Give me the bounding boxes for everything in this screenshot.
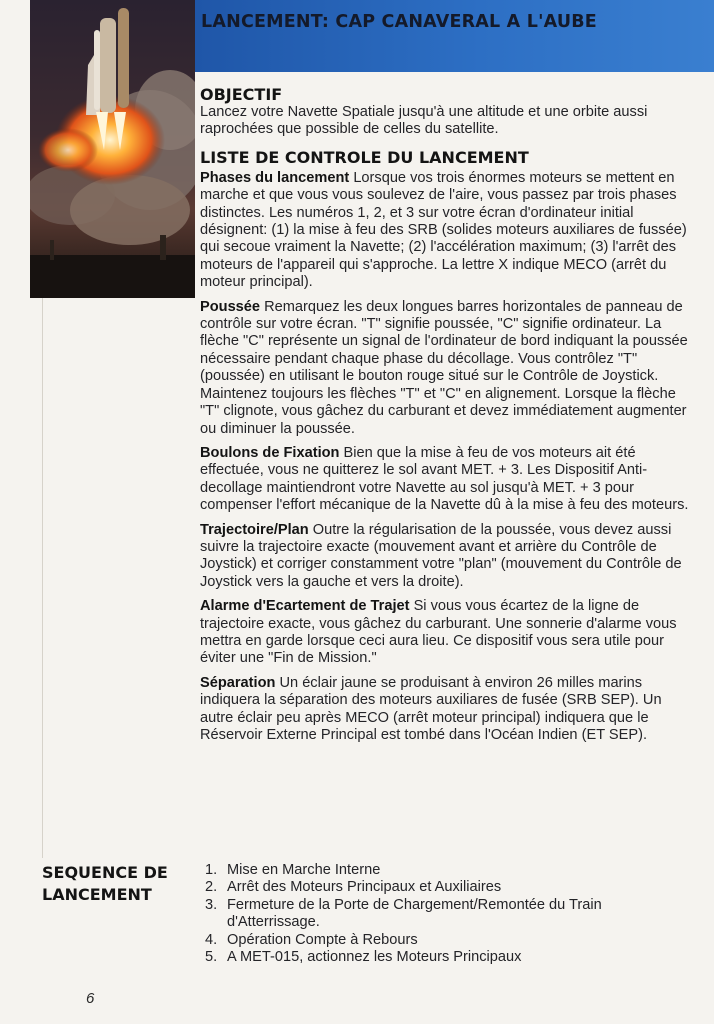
list-item — [205, 949, 685, 966]
checklist-section — [200, 299, 692, 438]
section-text: Si vous vous écartez de la ligne de trajectoire exacte, vous gâchez du carburant. Une sonnerie d'alarme vous mettra en garde lorsque ceci aura lieu. Ce dispositif vous sera utile pour éviter une "Fin de Mission." — [200, 598, 677, 667]
section-term: Séparation — [200, 674, 276, 691]
item-number: 2. — [205, 879, 218, 896]
item-text: Arrêt des Moteurs Principaux et Auxiliaires — [227, 879, 502, 896]
title-banner — [195, 0, 714, 72]
checklist-heading: LISTE DE CONTROLE DU LANCEMENT — [200, 147, 529, 167]
list-item — [205, 862, 685, 879]
section-term: Boulons de Fixation — [200, 444, 340, 461]
section-text: Bien que la mise à feu de vos moteurs ait été effectuée, vous ne quitterez le sol avant MET. + 3. Les Dispositif Anti-decollage maintiendront votre Navette au sol jusqu'à MET. + 3 pour compenser l'effort mécanique de la Navette dû à la mise à feu des moteurs. — [200, 444, 689, 514]
section-text: Lorsque vos trois énormes moteurs se mettent en marche et que vous vous soulevez de l'aire, vous passez par trois phases distinctes. Les numéros 1, 2, et 3 sur votre écran d'ordinateur initial désignent: (1) la mise à feu des SRB (solides moteurs auxiliares de fussée) qui secoue vraiment la Navette; (2) l'accélération maximum; (3) l'arrêt des moteurs de l'appareil qui s'approche. La lettre X indique MECO (arrêt du moteur principal). — [200, 169, 687, 291]
list-item — [205, 932, 685, 949]
main-content — [200, 85, 692, 744]
section-term: Alarme d'Ecartement de Trajet — [200, 598, 410, 615]
list-item — [205, 879, 685, 896]
item-text: A MET-015, actionnez les Moteurs Principaux — [227, 949, 522, 966]
item-number: 5. — [205, 949, 218, 966]
page-title: LANCEMENT: CAP CANAVERAL A L'AUBE — [201, 12, 597, 32]
sequence-heading-line2: LANCEMENT — [42, 885, 152, 904]
item-number: 3. — [205, 896, 218, 913]
shuttle-launch-photo — [30, 0, 195, 298]
section-term: Phases du lancement — [200, 169, 350, 186]
margin-line — [42, 298, 43, 858]
section-term: Poussée — [200, 298, 261, 315]
checklist-section — [200, 598, 692, 668]
checklist-section — [200, 170, 692, 292]
section-text: Un éclair jaune se produisant à environ 26 milles marins indiquera la séparation des moteurs auxiliares de fusée (SRB SEP). Un autre éclair peu après MECO (arrêt moteur principal) indiquera que le Réservoir Externe Principal est tombé dans l'Océan Indien (ET SEP). — [200, 674, 662, 743]
section-text: Remarquez les deux longues barres horizontales de panneau de contrôle sur votre écran. "T" signifie poussée, "C" signifie ordinateur. La flèche "C" représente un signal de l'ordinateur de bord indiquant la poussée nécessaire pendant chaque phase du décollage. Vous contrôlez "T" (poussée) en utilisant le bouton rouge situé sur le Contrôle de Joystick. Maintenez toujours les flèches "T" et "C" en alignement. Lorsque la flèche "T" clignote, vous gâchez du carburant et devez immédiatement augmenter ou diminuer la poussée. — [200, 298, 688, 437]
item-number: 4. — [205, 931, 218, 948]
section-term: Trajectoire/Plan — [200, 521, 309, 538]
checklist-section — [200, 445, 692, 515]
item-text: Mise en Marche Interne — [227, 862, 381, 878]
objectif-text: Lancez votre Navette Spatiale jusqu'à une altitude et une orbite aussi raprochées que possible de celles du satellite. — [200, 104, 648, 138]
objectif-heading: OBJECTIF — [200, 85, 283, 104]
section-text: Outre la régularisation de la poussée, vous devez aussi suivre la trajectoire exacte (mouvement avant et arrière du Contrôle de Joystick) et corriger constamment votre "plan" (mouvement du Contrôle de Joystick vers la gauche et vers la droite). — [200, 521, 682, 590]
sequence-heading — [42, 862, 168, 906]
item-text: Fermeture de la Porte de Chargement/Remontée du Train d'Atterrissage. — [227, 896, 602, 931]
sequence-heading-line1: SEQUENCE DE — [42, 863, 168, 882]
page-number: 6 — [86, 990, 95, 1007]
item-number: 1. — [205, 862, 218, 878]
checklist-section — [200, 675, 692, 745]
item-text: Opération Compte à Rebours — [227, 931, 418, 948]
list-item — [205, 897, 685, 932]
launch-sequence-list — [205, 862, 685, 966]
checklist-section — [200, 522, 692, 592]
